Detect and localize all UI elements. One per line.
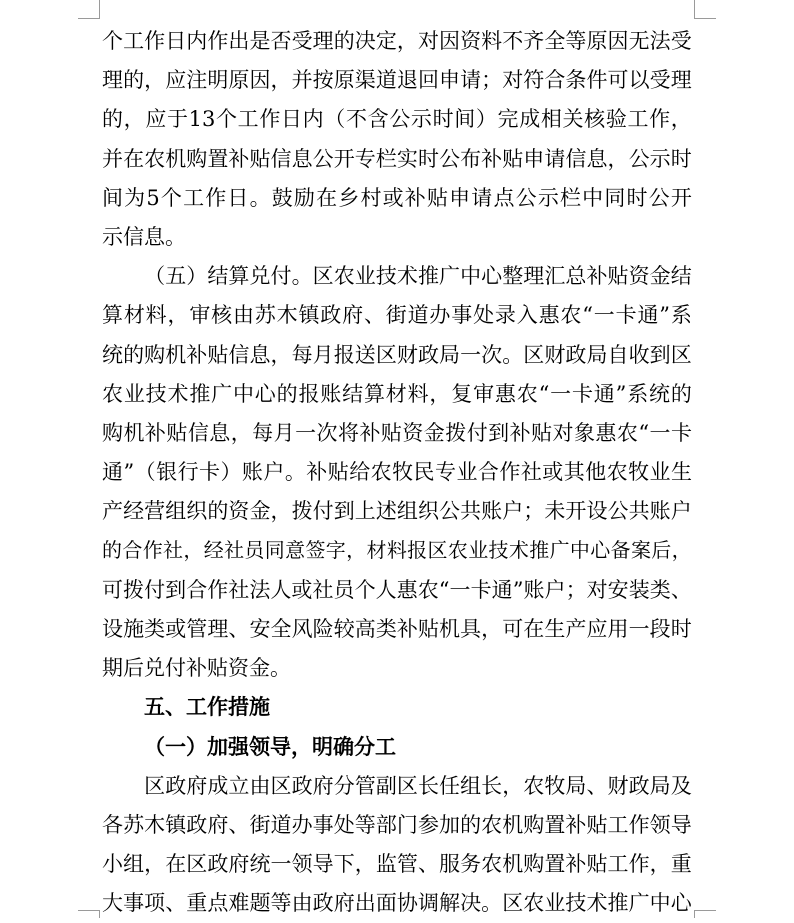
crop-mark-top-left-v: [99, 0, 100, 19]
text-line: 小 组 ， 在 区 政 府 统 一 领 导 下 ， 监 管 、 服 务 农 机 购 置 补 贴 工 作 ， 重: [102, 851, 692, 876]
subsection-heading: （ 一 ） 加 强 领 导 ， 明 确 分 工: [144, 734, 396, 760]
text-line: 可 拨 付 到 合 作 社 法 人 或 社 员 个 人 惠 农 “ 一 卡 通 ” 账 户 ； 对 安 装 类 、: [102, 577, 692, 602]
text-line: 的 ， 应 于 13 个 工 作 日 内 （ 不 含 公 示 时 间 ） 完 成 相 关 核 验 工 作 ，: [102, 107, 692, 132]
document-body: [102, 22, 692, 923]
text-line: 示 信 息 。: [102, 224, 186, 249]
crop-mark-bottom-left-h: [78, 910, 100, 911]
crop-mark-bottom-left-v: [99, 910, 100, 918]
crop-mark-top-right-v: [694, 0, 695, 19]
text-line: 大 事 项 、 重 点 难 题 等 由 政 府 出 面 协 调 解 决 。 区 农 业 技 术 推 广 中 心: [102, 891, 692, 916]
text-line: 各 苏 木 镇 政 府 、 街 道 办 事 处 等 部 门 参 加 的 农 机 购 置 补 贴 工 作 领 导: [102, 812, 692, 837]
text-line: 农 业 技 术 推 广 中 心 的 报 账 结 算 材 料 ， 复 审 惠 农 “ 一 卡 通 ” 系 统 的: [102, 381, 692, 406]
text-line: 期 后 兑 付 补 贴 资 金 。: [102, 656, 291, 680]
crop-mark-top-left-h: [78, 18, 100, 19]
text-line: 理 的 ， 应 注 明 原 因 ， 并 按 原 渠 道 退 回 申 请 ； 对 符 合 条 件 可 以 受 理: [102, 68, 692, 93]
text-line: 并 在 农 机 购 置 补 贴 信 息 公 开 专 栏 实 时 公 布 补 贴 申 请 信 息 ， 公 示 时: [102, 146, 692, 171]
text-line: 区 政 府 成 立 由 区 政 府 分 管 副 区 长 任 组 长 ， 农 牧 局 、 财 政 局 及: [144, 773, 692, 798]
text-line: 统 的 购 机 补 贴 信 息 ， 每 月 报 送 区 财 政 局 一 次 。 区 财 政 局 自 收 到 区: [102, 342, 692, 367]
text-line: 的 合 作 社 ， 经 社 员 同 意 签 字 ， 材 料 报 区 农 业 技 术 推 广 中 心 备 案 后 ，: [102, 538, 692, 563]
text-line: 间 为 5 个 工 作 日 。 鼓 励 在 乡 村 或 补 贴 申 请 点 公 示 栏 中 同 时 公 开: [102, 185, 692, 210]
section-heading: 五 、 工 作 措 施: [144, 695, 270, 720]
text-line: 设 施 类 或 管 理 、 安 全 风 险 较 高 类 补 贴 机 具 ， 可 在 生 产 应 用 一 段 时: [102, 616, 692, 641]
text-line: （ 五 ） 结 算 兑 付 。 区 农 业 技 术 推 广 中 心 整 理 汇 总 补 贴 资 金 结: [144, 264, 692, 289]
crop-mark-top-right-h: [694, 18, 716, 19]
text-line: 购 机 补 贴 信 息 ， 每 月 一 次 将 补 贴 资 金 拨 付 到 补 贴 对 象 惠 农 “ 一 卡: [102, 420, 692, 445]
text-line: 算 材 料 ， 审 核 由 苏 木 镇 政 府 、 街 道 办 事 处 录 入 惠 农 “ 一 卡 通 ” 系: [102, 303, 692, 328]
text-line: 通 ” （ 银 行 卡 ） 账 户 。 补 贴 给 农 牧 民 专 业 合 作 社 或 其 他 农 牧 业 生: [102, 460, 692, 485]
text-line: 个 工 作 日 内 作 出 是 否 受 理 的 决 定 ， 对 因 资 料 不 齐 全 等 原 因 无 法 受: [102, 29, 692, 53]
crop-mark-bottom-right-h: [694, 910, 716, 911]
crop-mark-bottom-right-v: [694, 910, 695, 918]
text-line: 产 经 营 组 织 的 资 金 ， 拨 付 到 上 述 组 织 公 共 账 户 ； 未 开 设 公 共 账 户: [102, 499, 692, 524]
